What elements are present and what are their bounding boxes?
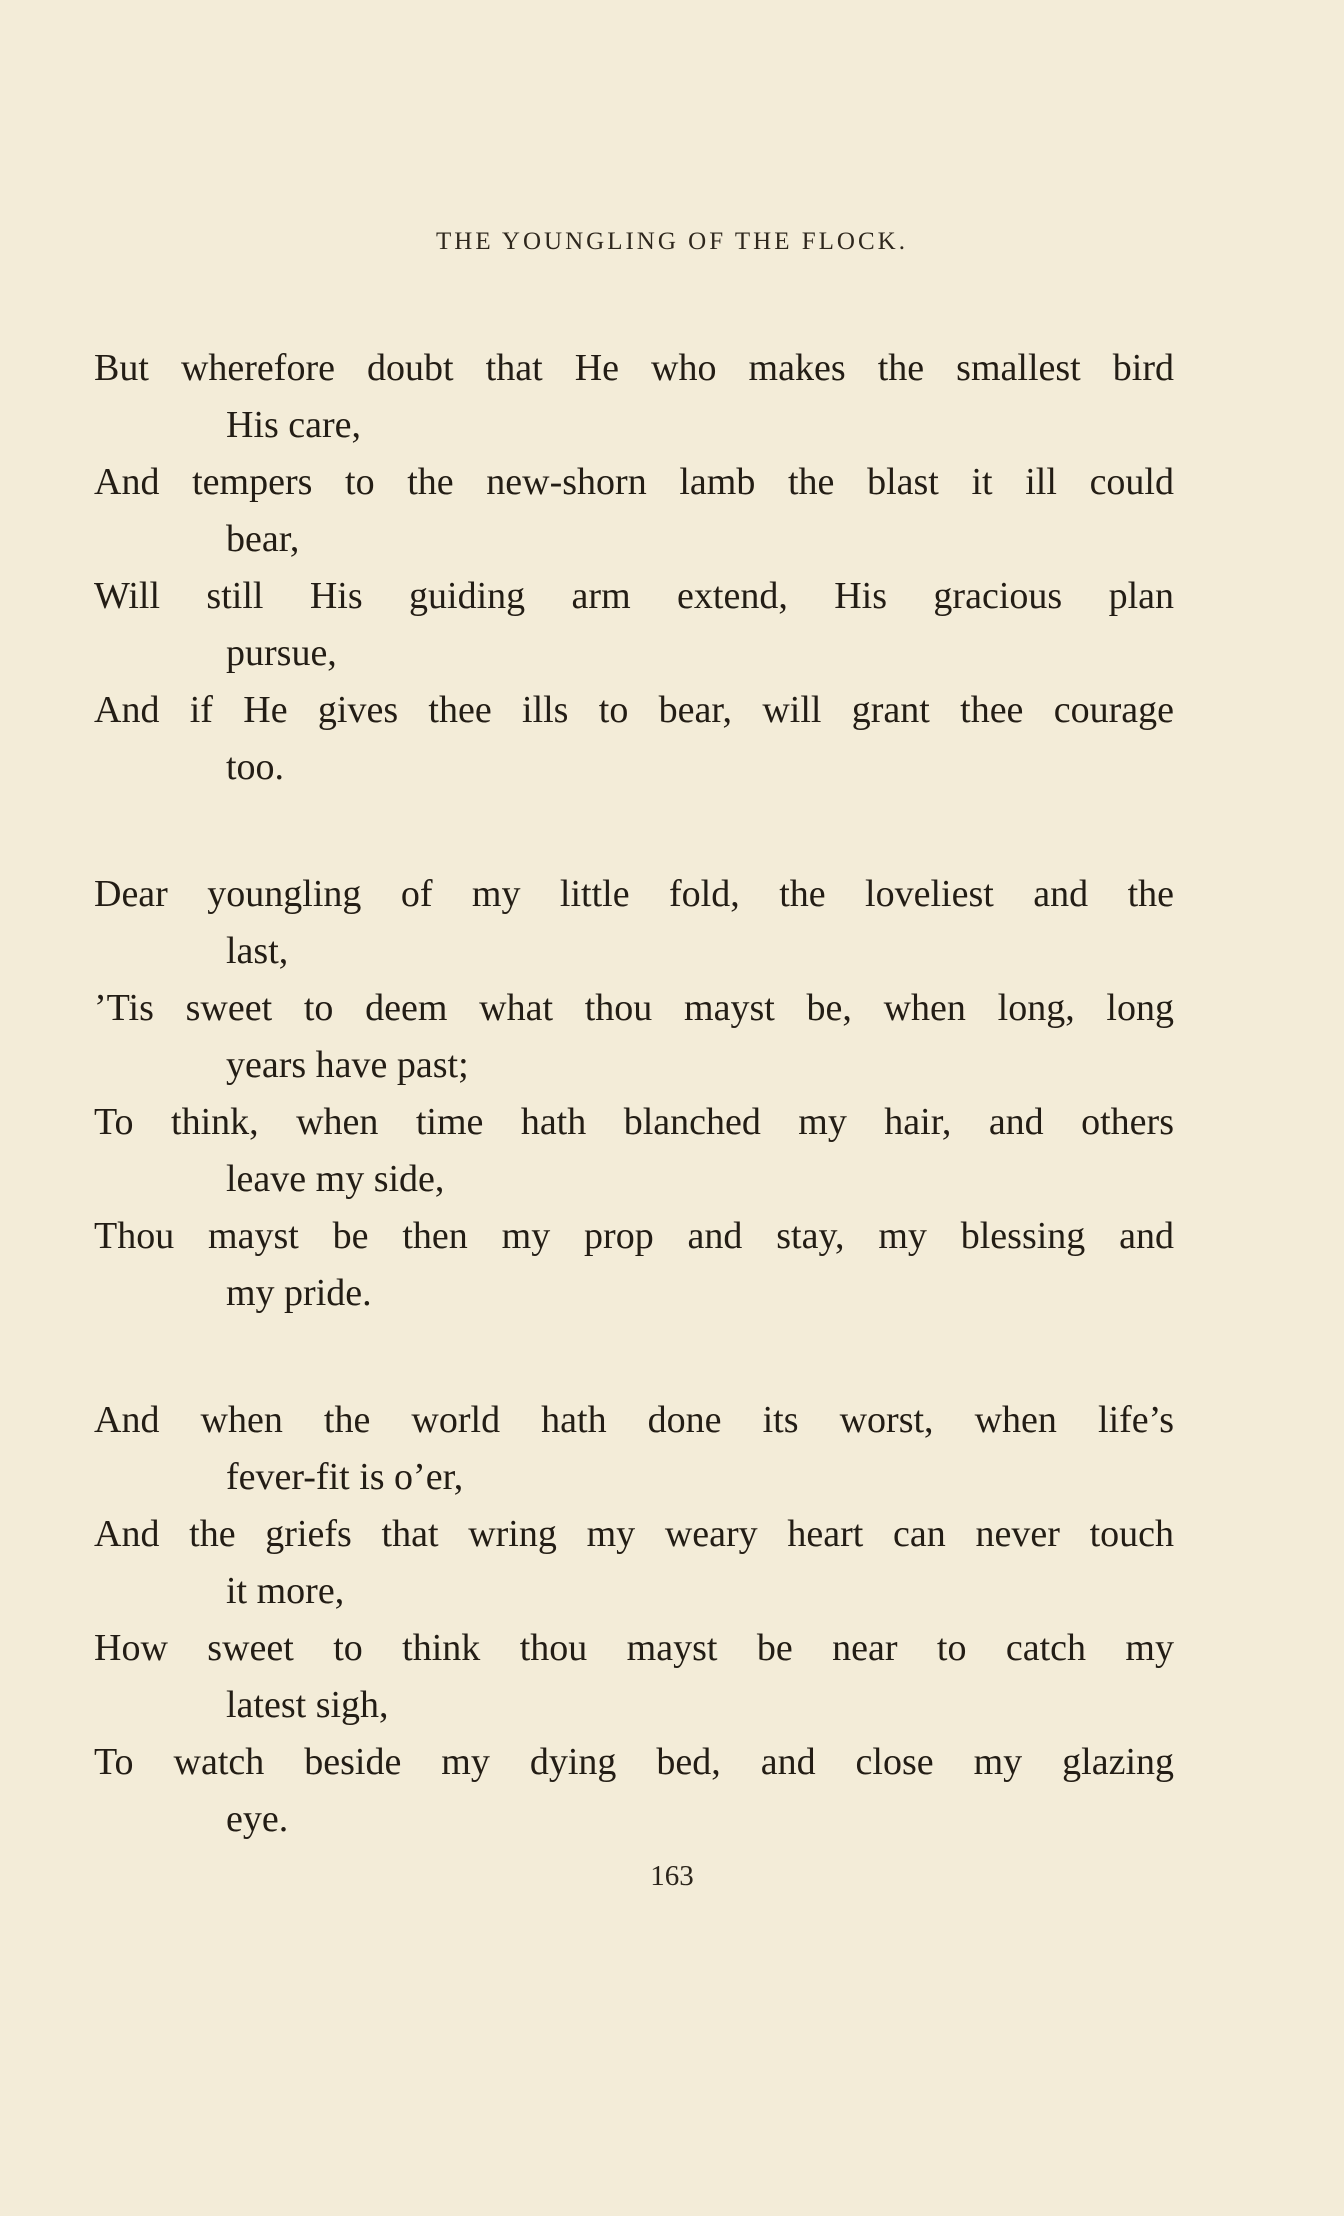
verse-line-continuation: pursue, — [226, 632, 337, 674]
verse-line-continuation: His care, — [226, 404, 362, 446]
verse-line-continuation: years have past; — [226, 1044, 469, 1086]
verse-line: How sweet to think thou mayst be near to catch my — [94, 1627, 1174, 1669]
verse-line: To watch beside my dying bed, and close my glazing — [94, 1741, 1174, 1783]
verse-line: And tempers to the new-shorn lamb the blast it ill could — [94, 461, 1174, 503]
page-number: 163 — [650, 1860, 694, 1892]
verse-line-continuation: it more, — [226, 1570, 345, 1612]
verse-line-continuation: last, — [226, 930, 289, 972]
verse-line-continuation: leave my side, — [226, 1158, 445, 1200]
poem-body — [94, 340, 1174, 1918]
verse-line: And if He gives thee ills to bear, will grant thee courage — [94, 689, 1174, 731]
verse-line-continuation: my pride. — [226, 1272, 372, 1314]
verse-line: And the griefs that wring my weary heart can never touch — [94, 1513, 1174, 1555]
verse-line: To think, when time hath blanched my hair, and others — [94, 1101, 1174, 1143]
verse-line-continuation: too. — [226, 746, 285, 788]
verse-line: Will still His guiding arm extend, His gracious plan — [94, 575, 1174, 617]
verse-line: Thou mayst be then my prop and stay, my blessing and — [94, 1215, 1174, 1257]
verse-line-continuation: fever-fit is o’er, — [226, 1456, 464, 1498]
running-title: THE YOUNGLING OF THE FLOCK. — [436, 228, 908, 255]
verse-line: Dear youngling of my little fold, the loveliest and the — [94, 873, 1174, 915]
stanza-1 — [94, 340, 1174, 796]
verse-line-continuation: latest sigh, — [226, 1684, 389, 1726]
verse-line-continuation: bear, — [226, 518, 300, 560]
verse-line: ’Tis sweet to deem what thou mayst be, when long, long — [94, 987, 1174, 1029]
verse-line: But wherefore doubt that He who makes the smallest bird — [94, 347, 1174, 389]
stanza-2 — [94, 866, 1174, 1322]
verse-line: And when the world hath done its worst, when life’s — [94, 1399, 1174, 1441]
verse-line-continuation: eye. — [226, 1798, 289, 1840]
stanza-3 — [94, 1392, 1174, 1848]
